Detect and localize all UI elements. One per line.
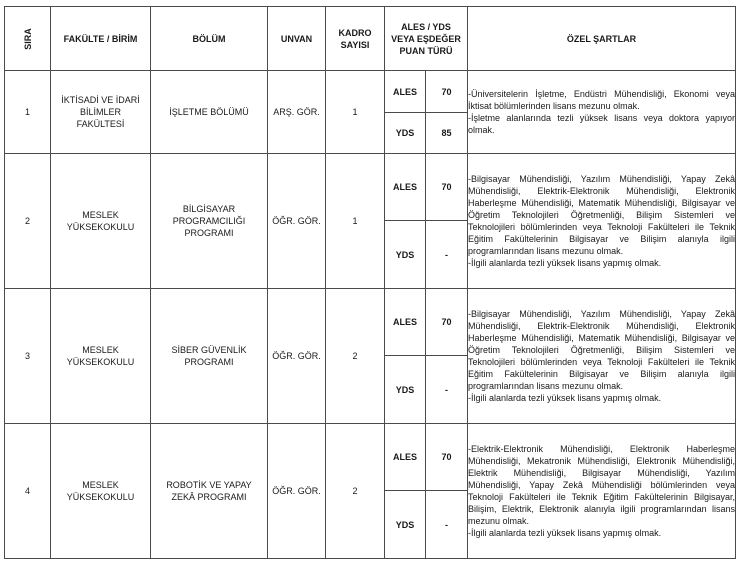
cell-fakulte <box>51 71 151 154</box>
cell-ales-label: ALES <box>385 289 426 356</box>
cell-sira: 4 <box>5 424 51 559</box>
ozel-sart-item: -Bilgisayar Mühendisliği, Yazılım Mühendisliği, Yapay Zekâ Mühendisliği, Elektrik-Elektronik Mühendisliği, Elektronik Haberleşme Mühendisliği, Matematik Mühendisliği, Bilgisayar ve Öğretim Teknolojileri Öğretmenliği, Bilişim Sistemleri ve Teknolojileri bölümlerinden veya Teknoloji Fakülteleri ile Teknik Eğitim Fakültelerinin Bilgisayar ve Bilişim alanıyla ilgili programlarından lisans mezunu olmak. <box>468 174 735 256</box>
cell-bolum <box>151 289 268 424</box>
unvan-text: ÖĞR. GÖR. <box>272 486 321 496</box>
cell-fakulte <box>51 289 151 424</box>
header-unvan: UNVAN <box>268 7 326 71</box>
cell-yds-value: - <box>426 221 468 289</box>
cell-yds-value: 85 <box>426 113 468 154</box>
cell-yds-label: YDS <box>385 491 426 559</box>
cell-yds-label: YDS <box>385 356 426 424</box>
cell-ales-label: ALES <box>385 424 426 491</box>
cell-ozel <box>468 154 736 289</box>
cell-unvan <box>268 71 326 154</box>
cell-kadro: 1 <box>326 71 385 154</box>
fakulte-text: MESLEK YÜKSEKOKULU <box>66 210 135 232</box>
cell-fakulte <box>51 424 151 559</box>
cell-bolum <box>151 424 268 559</box>
ozel-sart-item: -İlgili alanlarda tezli yüksek lisans yapmış olmak. <box>468 258 662 268</box>
cell-ozel <box>468 289 736 424</box>
fakulte-text: İKTİSADİ VE İDARİ BİLİMLER FAKÜLTESİ <box>61 95 140 129</box>
cell-kadro: 2 <box>326 289 385 424</box>
header-kadro: KADRO SAYISI <box>326 7 385 71</box>
header-puan: ALES / YDS VEYA EŞDEĞER PUAN TÜRÜ <box>385 7 468 71</box>
header-row <box>5 7 736 71</box>
ozel-sart-item: -Bilgisayar Mühendisliği, Yazılım Mühendisliği, Yapay Zekâ Mühendisliği, Elektrik-Elektronik Mühendisliği, Elektronik Haberleşme Mühendisliği, Matematik Mühendisliği, Bilgisayar ve Öğretim Teknolojileri Öğretmenliği, Bilişim Sistemleri ve Teknolojileri bölümlerinden veya Teknoloji Fakülteleri ile Teknik Eğitim Fakültelerinin Bilgisayar ve Bilişim alanıyla ilgili programlarından lisans mezunu olmak. <box>468 309 735 391</box>
ozel-sart-item: -Üniversitelerin İşletme, Endüstri Mühendisliği, Ekonomi veya İktisat bölümlerinden lisans mezunu olmak. <box>468 89 735 111</box>
cell-ales-value: 70 <box>426 154 468 221</box>
cell-kadro: 2 <box>326 424 385 559</box>
cell-ozel <box>468 71 736 154</box>
cell-sira: 2 <box>5 154 51 289</box>
unvan-text: ÖĞR. GÖR. <box>272 216 321 226</box>
table-row <box>5 289 736 356</box>
header-bolum: BÖLÜM <box>151 7 268 71</box>
cell-unvan <box>268 424 326 559</box>
cell-ales-label: ALES <box>385 71 426 113</box>
cell-bolum <box>151 71 268 154</box>
header-fakulte: FAKÜLTE / BİRİM <box>51 7 151 71</box>
fakulte-text: MESLEK YÜKSEKOKULU <box>66 345 135 367</box>
cell-yds-value: - <box>426 491 468 559</box>
cell-ales-label: ALES <box>385 154 426 221</box>
cell-yds-label: YDS <box>385 113 426 154</box>
bolum-text: ROBOTİK VE YAPAY ZEKÂ PROGRAMI <box>166 480 252 502</box>
cell-fakulte <box>51 154 151 289</box>
cell-sira: 1 <box>5 71 51 154</box>
cell-ales-value: 70 <box>426 289 468 356</box>
table-row <box>5 71 736 113</box>
cell-kadro: 1 <box>326 154 385 289</box>
ozel-sart-item: -Elektrik-Elektronik Mühendisliği, Elektronik Haberleşme Mühendisliği, Mekatronik Mühendisliği, Elektronik Mühendisliği, Elektrik Mühendisliği, Bilgisayar Mühendisliği, Yazılım Mühendisliği, Yapay Zekâ Mühendisliği bölümlerinden veya Teknoloji Fakülteleri ile Teknik Eğitim Fakültelerinin Bilgisayar, Bilişim, Elektrik, Elektronik alanıyla ilgili programlarından lisans mezunu olmak. <box>468 444 735 526</box>
table-row <box>5 424 736 491</box>
header-sira: SIRA <box>5 7 51 71</box>
table-row <box>5 154 736 221</box>
ozel-sart-item: -İlgili alanlarda tezli yüksek lisans yapmış olmak. <box>468 528 662 538</box>
cell-ales-value: 70 <box>426 71 468 113</box>
cell-ozel <box>468 424 736 559</box>
cell-bolum <box>151 154 268 289</box>
unvan-text: ÖĞR. GÖR. <box>272 351 321 361</box>
bolum-text: SİBER GÜVENLİK PROGRAMI <box>171 345 247 367</box>
bolum-text: İŞLETME BÖLÜMÜ <box>169 107 249 117</box>
fakulte-text: MESLEK YÜKSEKOKULU <box>66 480 135 502</box>
ozel-sart-item: -İlgili alanlarda tezli yüksek lisans yapmış olmak. <box>468 393 662 403</box>
cell-ales-value: 70 <box>426 424 468 491</box>
cell-yds-value: - <box>426 356 468 424</box>
cell-yds-label: YDS <box>385 221 426 289</box>
ozel-sart-item: -İşletme alanlarında tezli yüksek lisans veya doktora yapıyor olmak. <box>468 113 735 135</box>
unvan-text: ARŞ. GÖR. <box>273 107 320 117</box>
cell-unvan <box>268 289 326 424</box>
cell-unvan <box>268 154 326 289</box>
positions-table <box>4 6 736 559</box>
cell-sira: 3 <box>5 289 51 424</box>
header-ozel: ÖZEL ŞARTLAR <box>468 7 736 71</box>
bolum-text: BİLGİSAYAR PROGRAMCILIĞI PROGRAMI <box>172 204 246 238</box>
